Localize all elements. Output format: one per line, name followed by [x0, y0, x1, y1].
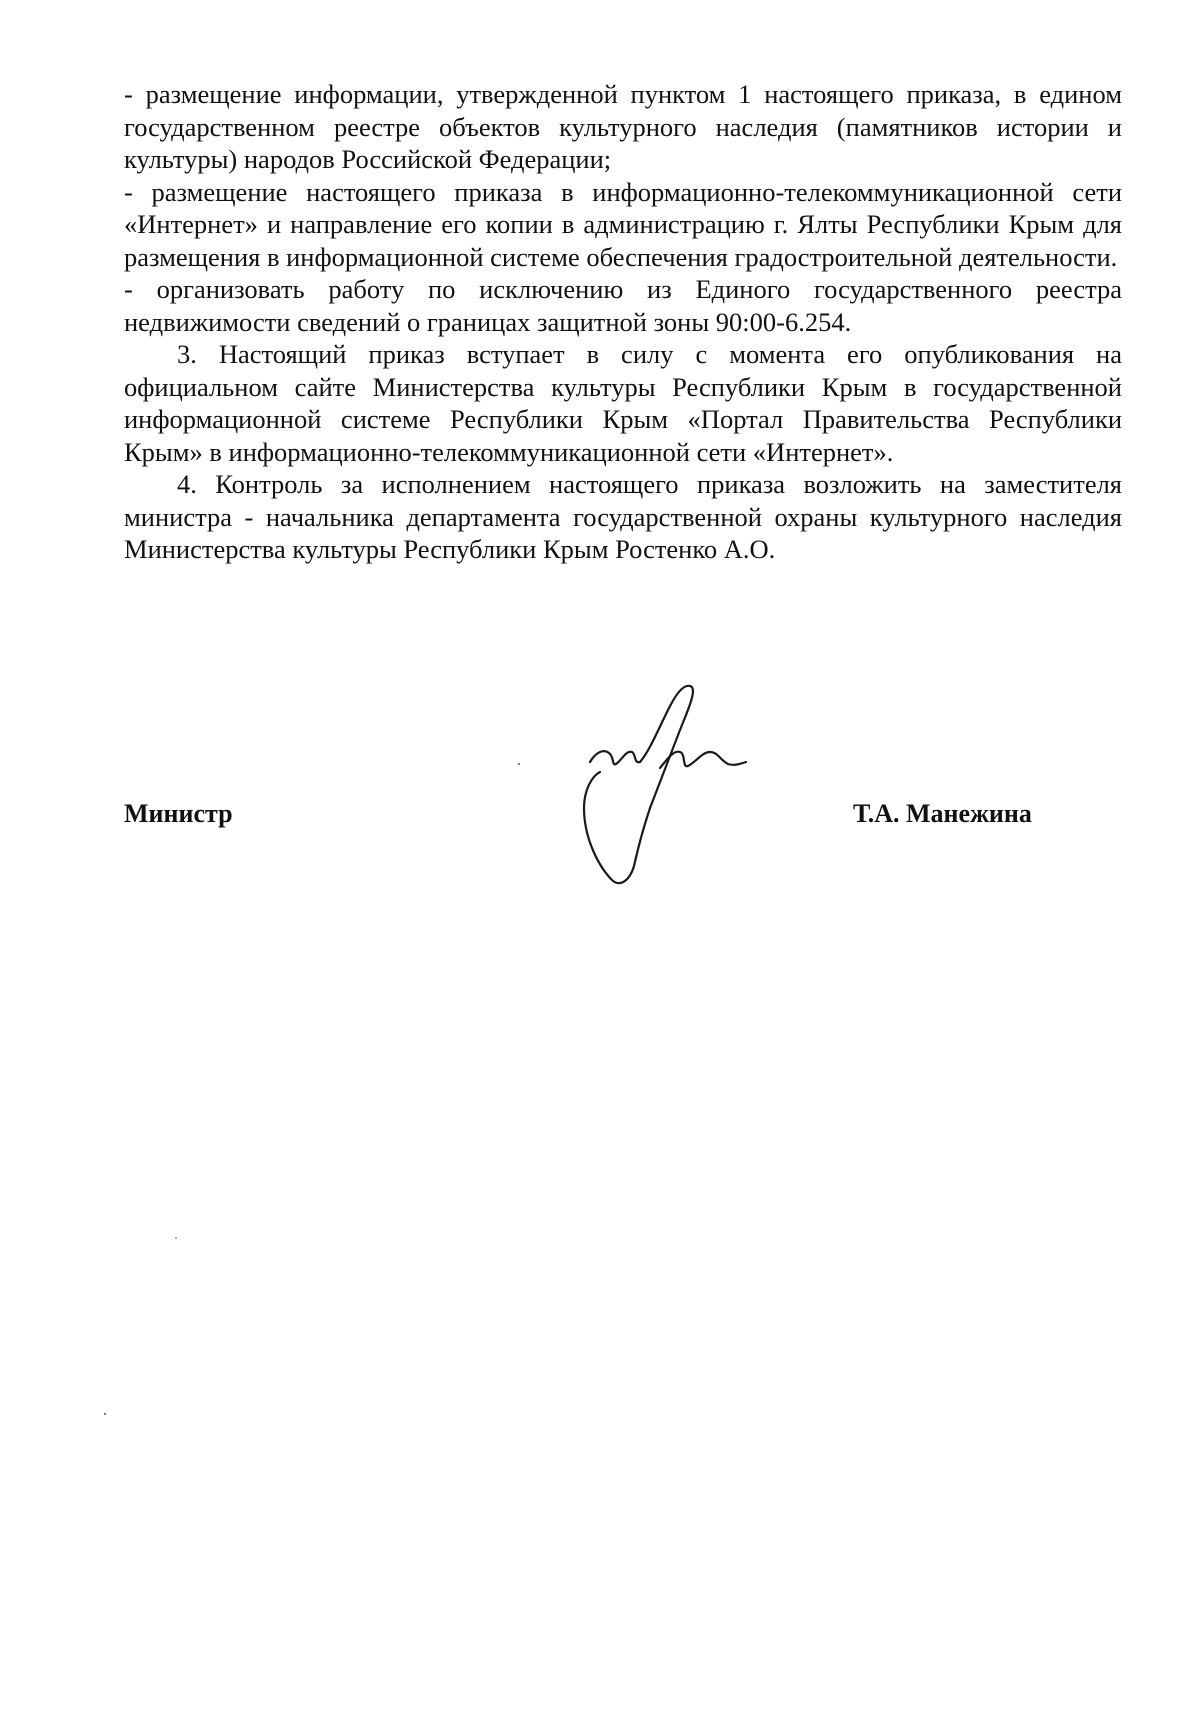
- paragraph-clause-4: 4. Контроль за исполнением настоящего приказа возложить на заместителя министра - начальника департамента государственной охраны культурного наследия Министерства культуры Республики Крым Ростенко А.О.: [124, 469, 1122, 564]
- paragraph-internet-publication: - размещение настоящего приказа в информационно-телекоммуникационной сети «Интернет» и направление его копии в администрацию г. Ялты Республики Крым для размещения в информационной системе обеспечения градостроительной деятельности.: [124, 176, 1122, 272]
- signatory-name: Т.А. Манежина: [853, 799, 1032, 828]
- paragraph-clause-3: 3. Настоящий приказ вступает в силу с момента его опубликования на официальном сайте Министерства культуры Республики Крым в государственной информационной системе Республики Крым «Портал Правительства Республики Крым» в информационно-телекоммуникационной сети «Интернет».: [124, 339, 1122, 467]
- scan-speck: [175, 1237, 177, 1239]
- handwritten-signature: [570, 680, 760, 890]
- document-body: [124, 78, 1122, 566]
- signatory-title: Министр: [124, 799, 233, 828]
- scan-speck: [518, 763, 520, 765]
- paragraph-registry-info: - размещение информации, утвержденной пунктом 1 настоящего приказа, в едином государственном реестре объектов культурного наследия (памятников истории и культуры) народов Российской Федерации;: [124, 79, 1122, 174]
- paragraph-exclude-protection-zone: - организовать работу по исключению из Единого государственного реестра недвижимости сведений о границах защитной зоны 90:00-6.254.: [124, 274, 1122, 337]
- scan-speck: [104, 1413, 106, 1415]
